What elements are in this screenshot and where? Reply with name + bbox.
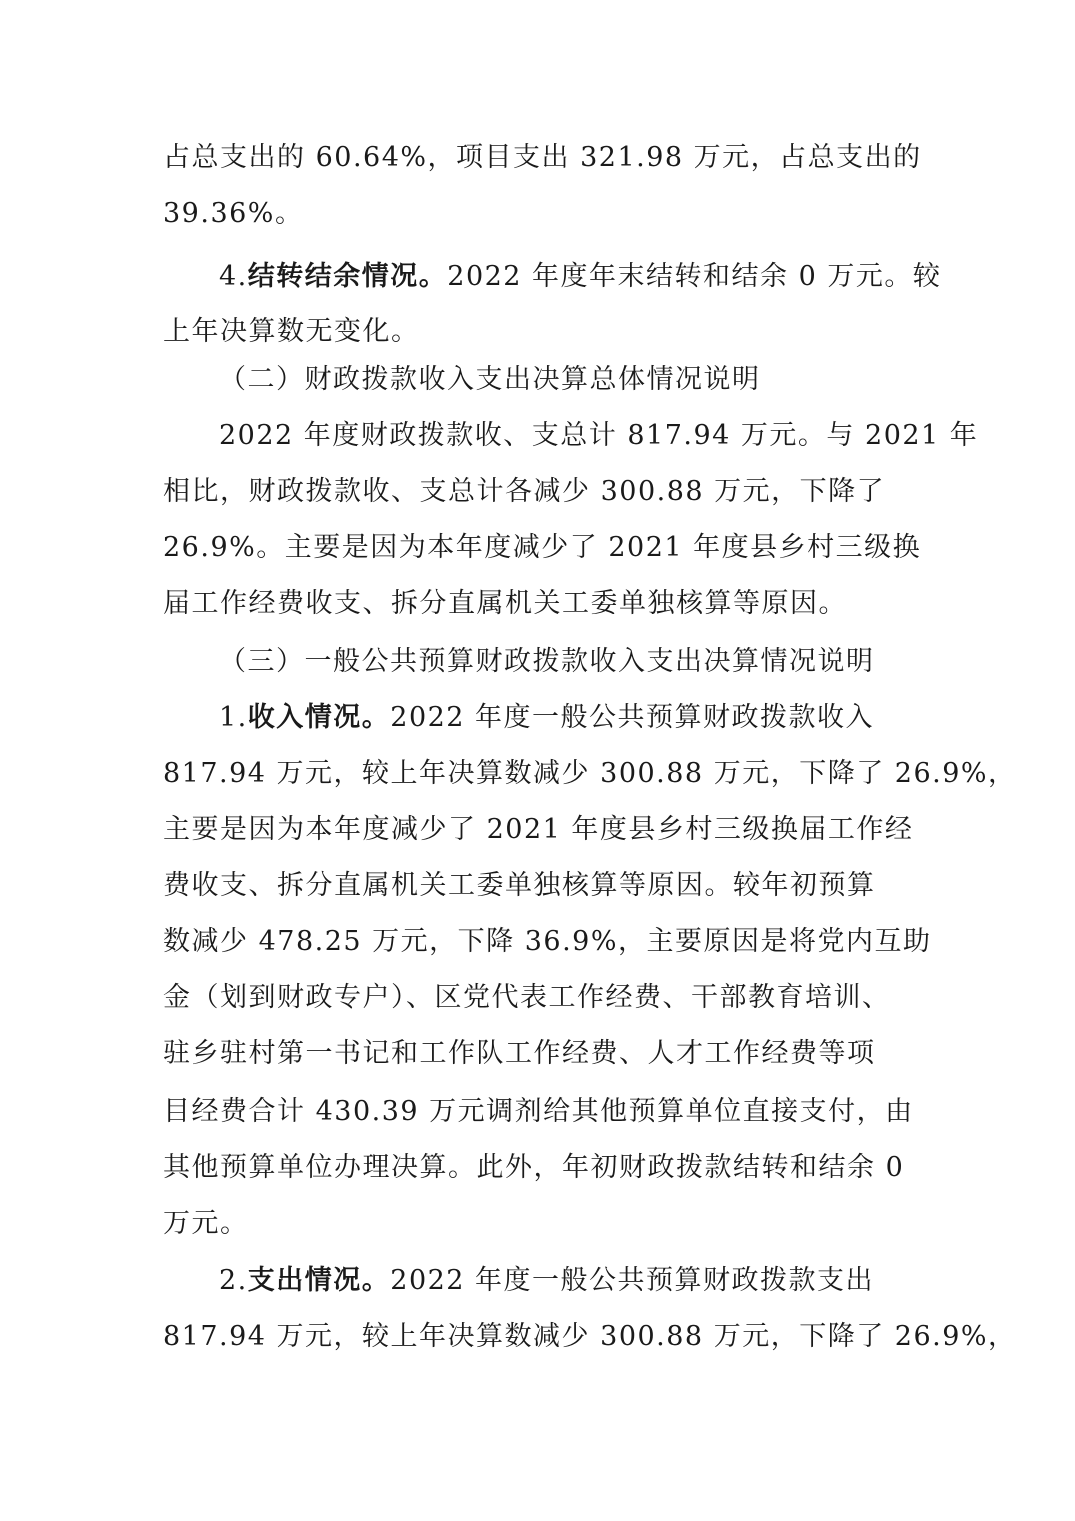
text-line: 相比，财政拨款收、支总计各减少 300.88 万元，下降了 xyxy=(163,476,886,507)
text-line: 上年决算数无变化。 xyxy=(163,316,420,347)
text-line: 目经费合计 430.39 万元调剂给其他预算单位直接支付，由 xyxy=(163,1096,914,1127)
bold-heading: 结转结余情况。 xyxy=(247,261,448,292)
text-line: 其他预算单位办理决算。此外，年初财政拨款结转和结余 0 xyxy=(163,1152,905,1183)
text-line: 26.9%。主要是因为本年度减少了 2021 年度县乡村三级换 xyxy=(163,532,922,563)
bold-heading: 收入情况。 xyxy=(247,702,391,733)
section-heading: （二）财政拨款收入支出决算总体情况说明 xyxy=(219,364,761,395)
text-line: 主要是因为本年度减少了 2021 年度县乡村三级换届工作经 xyxy=(163,814,914,845)
section-heading: （三）一般公共预算财政拨款收入支出决算情况说明 xyxy=(219,646,875,677)
item-number: 2. xyxy=(219,1265,248,1296)
text-line: 费收支、拆分直属机关工委单独核算等原因。较年初预算 xyxy=(163,870,876,901)
text-line: 占总支出的 60.64%，项目支出 321.98 万元，占总支出的 xyxy=(163,142,922,173)
text-line: 817.94 万元，较上年决算数减少 300.88 万元，下降了 26.9%， xyxy=(163,758,1017,789)
text-line: 万元。 xyxy=(163,1208,249,1239)
item-number: 1. xyxy=(219,702,248,733)
bold-heading: 支出情况。 xyxy=(247,1265,391,1296)
text-line: 届工作经费收支、拆分直属机关工委单独核算等原因。 xyxy=(163,588,847,619)
item-number: 4. xyxy=(219,261,248,292)
paragraph-heading-line: 4.结转结余情况。2022 年度年末结转和结余 0 万元。较 xyxy=(219,261,942,292)
paragraph-heading-line: 1.收入情况。2022 年度一般公共预算财政拨款收入 xyxy=(219,702,875,733)
paragraph-heading-line: 2.支出情况。2022 年度一般公共预算财政拨款支出 xyxy=(219,1265,875,1296)
text-line: 金（划到财政专户）、区党代表工作经费、干部教育培训、 xyxy=(163,982,891,1013)
text-line: 驻乡驻村第一书记和工作队工作经费、人才工作经费等项 xyxy=(163,1038,876,1069)
text-line: 39.36%。 xyxy=(163,198,304,229)
text-line: 数减少 478.25 万元，下降 36.9%，主要原因是将党内互助 xyxy=(163,926,932,957)
text-line: 817.94 万元，较上年决算数减少 300.88 万元，下降了 26.9%， xyxy=(163,1321,1017,1352)
text-line: 2022 年度财政拨款收、支总计 817.94 万元。与 2021 年 xyxy=(219,420,979,451)
